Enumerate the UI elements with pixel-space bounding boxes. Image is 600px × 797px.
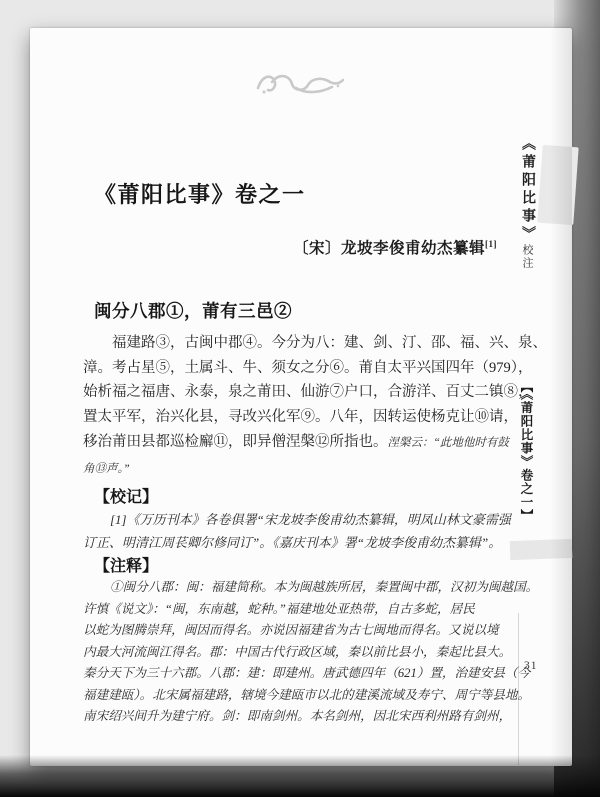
compiler-attribution (293, 236, 497, 258)
flourish-icon (252, 68, 348, 100)
scan-page (30, 28, 572, 766)
annotation-line: 内最大河流闽江得名。郡：中国古代行政区域，秦以前比县小，秦起比县大。 (83, 644, 512, 659)
annotation-block (83, 577, 539, 728)
annotation-line: ①闽分八郡：闽：福建简称。本为闽越族所居，秦置闽中郡，汉初为闽越国。 (110, 580, 539, 594)
body-line: 福建路③，古闽中郡④。今分为八：建、剑、汀、邵、福、兴、泉、 (112, 335, 547, 351)
compiler-attribution-text: 〔宋〕龙坡李俊甫幼杰纂辑 (292, 240, 485, 257)
collation-block (83, 508, 531, 554)
margin-series-title: 《莆阳比事》 (520, 136, 535, 244)
page-number: 31 (524, 660, 538, 672)
body-line: 漳。考占星⑤，土属斗、牛、须女之分⑥。莆自太平兴国四年（979）， (83, 359, 533, 376)
body-line (83, 430, 523, 456)
annotation-line: 以蛇为图腾崇拜，闽因而得名。亦说因福建省为古七闽地而得名。又说以境 (83, 623, 499, 637)
body-line: 置太平军，治兴化县，寻改兴化军⑨。八年，因转运使杨克让⑩请， (83, 409, 518, 426)
section-heading: 闽分八郡①，莆有三邑② (94, 301, 292, 321)
chapter-title: 《莆阳比事》卷之一 (94, 182, 306, 207)
body-line: 始析福之福唐、永泰，泉之莆田、仙游⑦户口，合游洋、百丈二镇⑧， (83, 384, 533, 401)
collation-heading: 【校记】 (94, 489, 159, 506)
annotation-heading: 【注释】 (94, 558, 159, 575)
body-line-main: 移治莆田县都巡检廨⑪，即异僧涅槃⑫所指也。 (83, 433, 388, 450)
collation-line: [1]《万历刊本》各卷俱署“宋龙坡李俊甫幼杰纂辑，明凤山林文豪需强 (110, 512, 511, 527)
inline-quote-note: 涅槃云：“此地他时有鼓 (387, 436, 509, 449)
margin-chapter-label: 【《莆阳比事》卷之一】 (519, 380, 533, 523)
annotation-line: 南宋绍兴间升为建宁府。剑：即南剑州。本名剑州，因北宋西利州路有剑州， (83, 709, 512, 723)
annotation-line: 秦分天下为三十六郡。八郡：建：即建州。唐武德四年（621）置，治建安县（今 (83, 666, 531, 680)
body-line (83, 456, 523, 482)
underlying-page-edge-top (537, 145, 578, 225)
collation-line: 订正、明清江周苌卿尔修同订”。《嘉庆刊本》署“龙坡李俊甫幼杰纂辑”。 (83, 535, 502, 550)
inline-quote-note: 角⑬声。” (83, 462, 130, 475)
annotation-line: 福建建瓯）。北宋属福建路，辖境今建瓯市以北的建溪流域及寿宁、周宁等县地。 (83, 687, 531, 702)
annotation-line: 许慎《说文》：“闽，东南越，蛇种。”福建地处亚热带，自古多蛇，居民 (83, 601, 475, 616)
book-bottom-shadow (0, 755, 600, 797)
margin-series-suffix: 校注 (521, 244, 533, 270)
footnote-ref: [1] (485, 238, 497, 249)
margin-series-label (517, 136, 537, 326)
